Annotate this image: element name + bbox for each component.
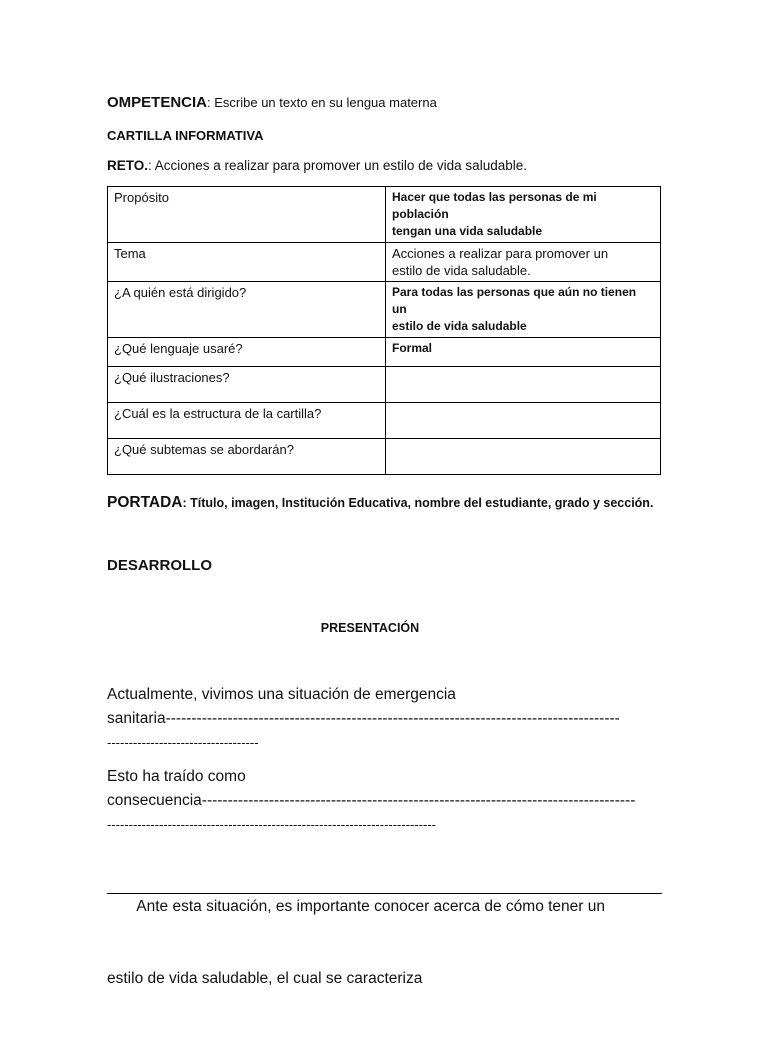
paragraph-situacion [107, 847, 605, 1039]
question-cell: ¿Qué lenguaje usaré? [108, 338, 386, 367]
paragraph-line: Actualmente, vivimos una situación de emergencia [107, 686, 456, 703]
portada-line [107, 494, 653, 512]
answer-line: estilo de vida saludable. [392, 263, 531, 278]
reto-text: : Acciones a realizar para promover un estilo de vida saludable. [148, 158, 527, 173]
paragraph-emergencia [107, 683, 620, 755]
paragraph-line: estilo de vida saludable, el cual se caracteriza [107, 970, 423, 987]
answer-cell: Formal [386, 338, 661, 367]
reto-line [107, 158, 527, 173]
table-row [108, 187, 661, 243]
competencia-line [107, 94, 437, 111]
table-row [108, 403, 661, 439]
table-row [108, 439, 661, 475]
question-cell: ¿Qué ilustraciones? [108, 367, 386, 403]
answer-cell [386, 243, 661, 282]
question-cell: ¿Cuál es la estructura de la cartilla? [108, 403, 386, 439]
competencia-text: : Escribe un texto en su lengua materna [207, 95, 437, 110]
answer-line: estilo de vida saludable [392, 319, 527, 333]
portada-label: PORTADA [107, 494, 183, 511]
underline-rule [107, 893, 662, 894]
competencia-label: OMPETENCIA [107, 94, 208, 111]
answer-cell[interactable] [386, 439, 661, 475]
paragraph-line: Esto ha traído como [107, 768, 246, 785]
answer-cell[interactable] [386, 367, 661, 403]
answer-cell [386, 282, 661, 338]
question-cell: Tema [108, 243, 386, 282]
answer-line: Acciones a realizar para promover un [392, 246, 609, 261]
table-row [108, 338, 661, 367]
question-cell: ¿Qué subtemas se abordarán? [108, 439, 386, 475]
paragraph-line: ----------------------------------- [107, 735, 259, 750]
table-row [108, 367, 661, 403]
cartilla-title: CARTILLA INFORMATIVA [107, 128, 264, 143]
answer-line: Hacer que todas las personas de mi población [392, 190, 597, 221]
paragraph-line: Ante esta situación, es importante conocer acerca de cómo tener un [107, 898, 605, 915]
paragraph-line: sanitaria---------------------------------------------------------------------------------------- [107, 710, 620, 727]
table-row [108, 282, 661, 338]
portada-text: : Título, imagen, Institución Educativa, nombre del estudiante, grado y sección. [182, 496, 654, 510]
presentacion-heading: PRESENTACIÓN [320, 621, 420, 635]
question-cell: Propósito [108, 187, 386, 243]
reto-label: RETO. [107, 158, 149, 173]
answer-cell[interactable] [386, 403, 661, 439]
planning-table [107, 186, 661, 475]
desarrollo-heading: DESARROLLO [107, 557, 212, 574]
paragraph-line: ---------------------------------------------------------------------------- [107, 817, 437, 832]
answer-cell [386, 187, 661, 243]
answer-line: tengan una vida saludable [392, 224, 543, 238]
paragraph-line: consecuencia------------------------------------------------------------------------------------ [107, 792, 636, 809]
answer-line: Para todas las personas que aún no tienen un [392, 285, 637, 316]
table-row [108, 243, 661, 282]
question-cell: ¿A quién está dirigido? [108, 282, 386, 338]
paragraph-consecuencia [107, 765, 635, 837]
